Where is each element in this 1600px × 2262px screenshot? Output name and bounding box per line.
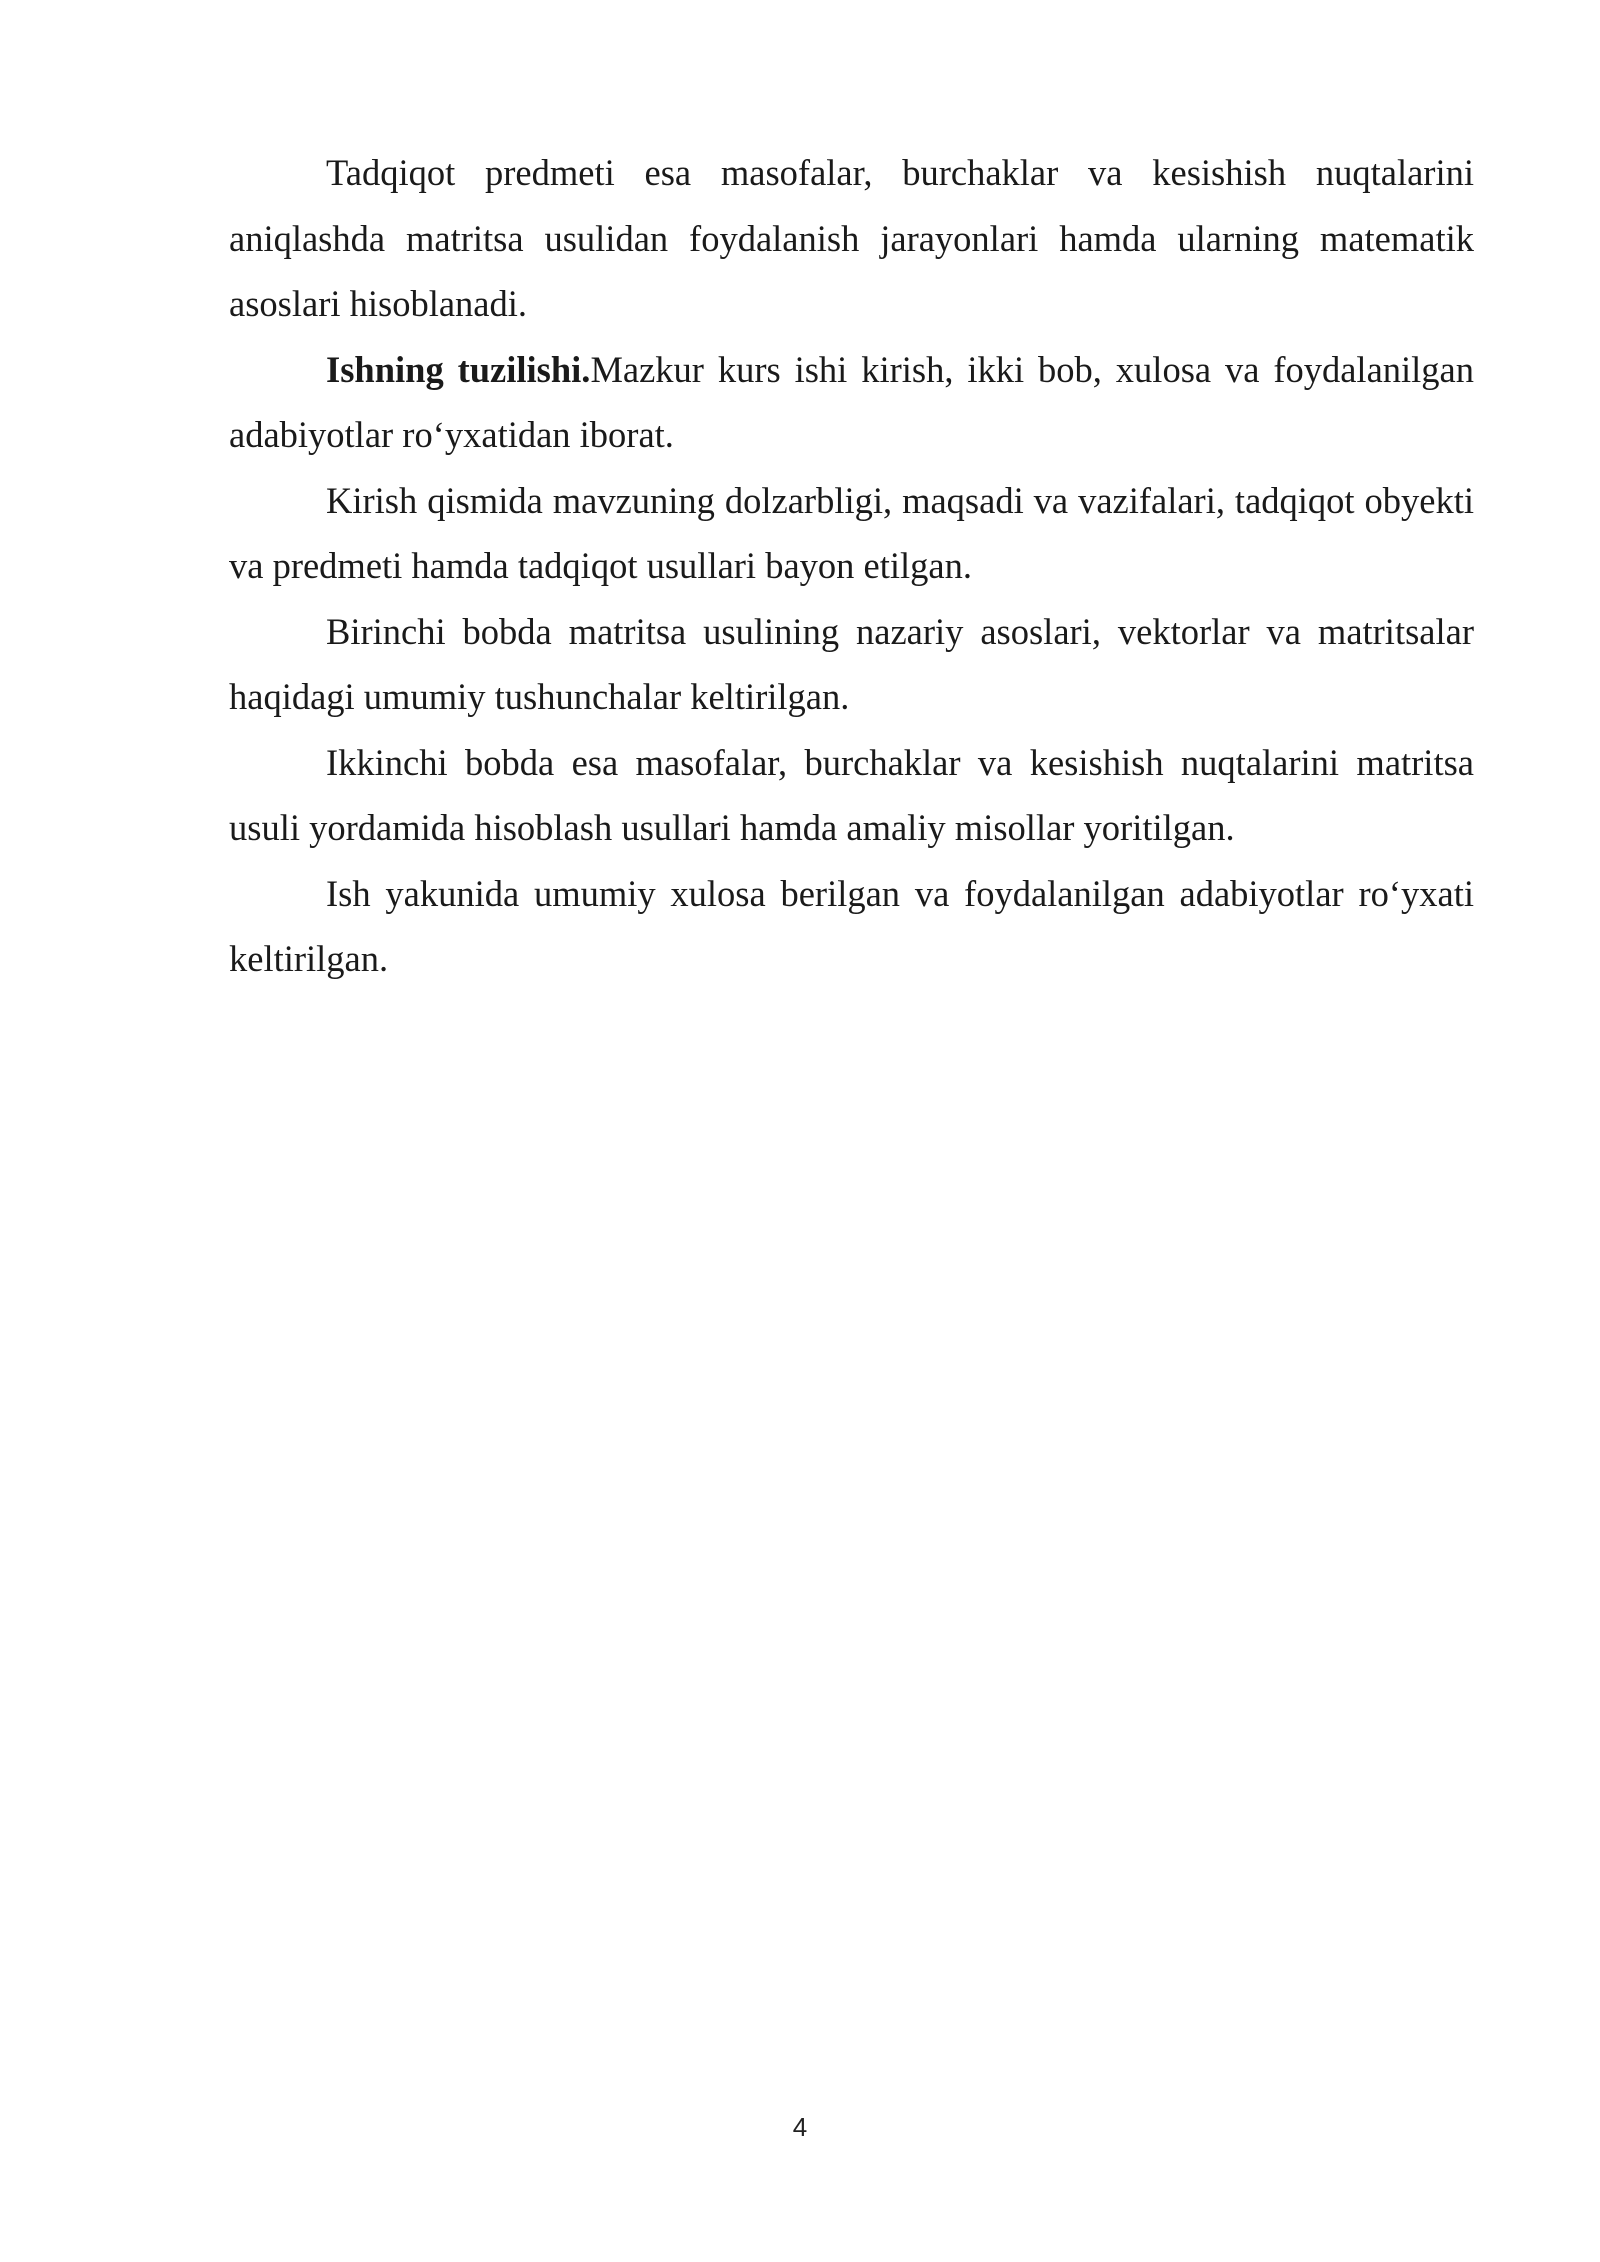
paragraph-structure — [229, 337, 1474, 468]
page-number: 4 — [792, 2112, 808, 2142]
paragraph-text: Ikkinchi bobda esa masofalar, burchaklar va kesishish nuqtalarini matritsa usuli yordamida hisoblash usullari hamda amaliy misollar yoritilgan. — [229, 741, 1474, 848]
paragraph-chapter-one — [229, 599, 1474, 730]
paragraph-text: Ish yakunida umumiy xulosa berilgan va foydalanilgan adabiyotlar ro‘yxati keltirilgan. — [229, 872, 1474, 979]
page-body — [229, 140, 1474, 992]
paragraph-introduction — [229, 468, 1474, 599]
paragraph-text: Mazkur kurs ishi kirish, ikki bob, xulosa va foydalanilgan adabiyotlar ro‘yxatidan iborat. — [229, 348, 1475, 455]
paragraph-chapter-two — [229, 730, 1474, 861]
paragraph-text: Birinchi bobda matritsa usulining nazariy asoslari, vektorlar va matritsalar haqidagi umumiy tushunchalar keltirilgan. — [229, 610, 1474, 717]
paragraph-subject — [229, 140, 1474, 337]
paragraph-conclusion — [229, 861, 1474, 992]
paragraph-text: Tadqiqot predmeti esa masofalar, burchaklar va kesishish nuqtalarini aniqlashda matritsa usulidan foydalanish jarayonlari hamda ularning matematik asoslari hisoblanadi. — [229, 152, 1474, 324]
structure-heading: Ishning tuzilishi. — [326, 348, 591, 390]
paragraph-text: Kirish qismida mavzuning dolzarbligi, maqsadi va vazifalari, tadqiqot obyekti va predmeti hamda tadqiqot usullari bayon etilgan. — [229, 479, 1474, 586]
